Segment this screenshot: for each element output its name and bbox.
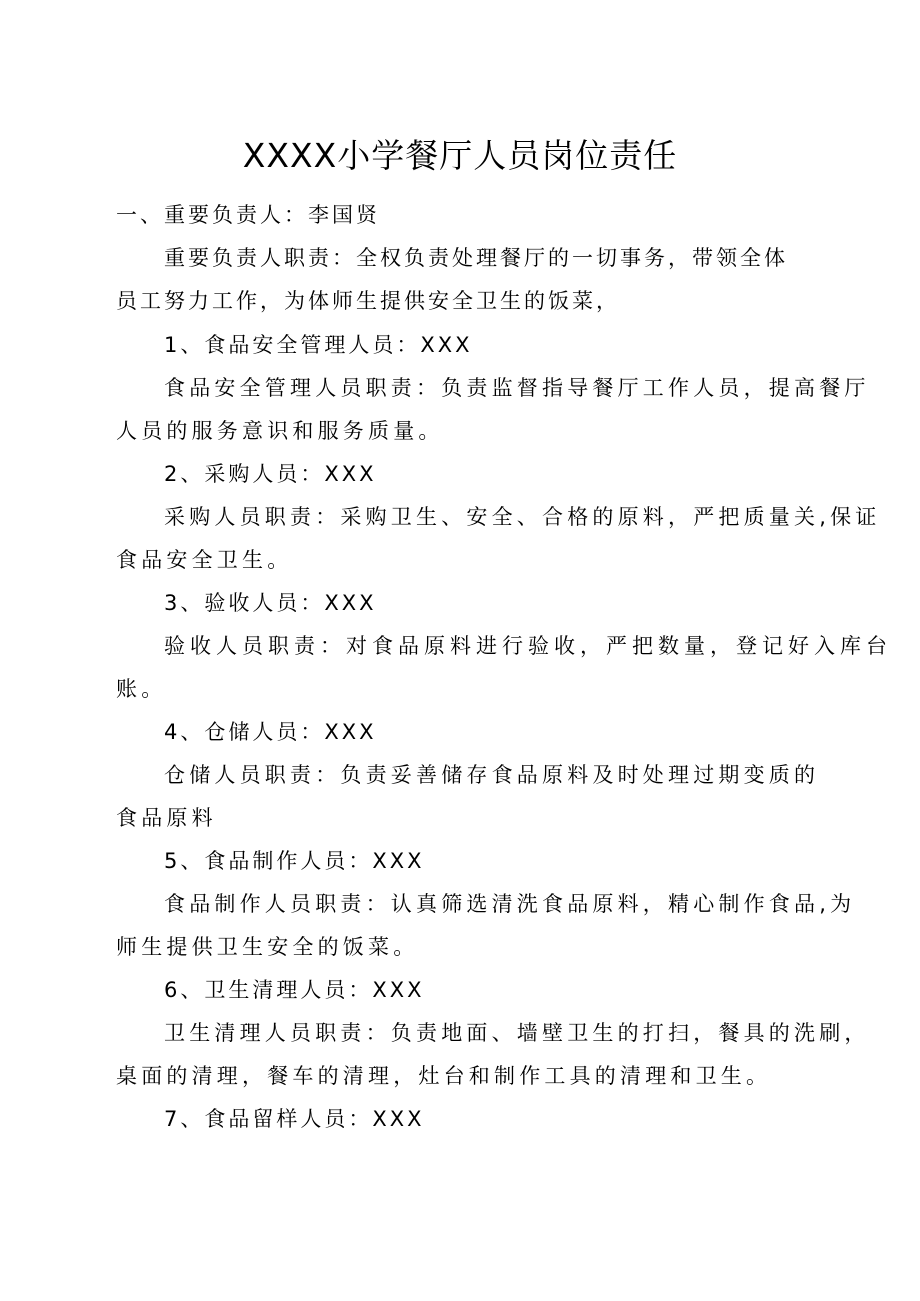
item-heading-food-safety: 1、食品安全管理人员：XXX <box>164 333 473 357</box>
paragraph-storage-duty-line-2: 食品原料 <box>116 806 217 830</box>
paragraph-sanitation-duty-line-2: 桌面的清理，餐车的清理，灶台和制作工具的清理和卫生。 <box>116 1064 772 1088</box>
paragraph-food-safety-duty-line-1: 食品安全管理人员职责：负责监督指导餐厅工作人员，提高餐厅 <box>164 376 870 400</box>
item-heading-purchasing: 2、采购人员：XXX <box>164 462 377 486</box>
section-heading-main-responsible: 一、重要负责人：李国贤 <box>116 203 380 227</box>
item-heading-food-production: 5、食品制作人员：XXX <box>164 849 425 873</box>
paragraph-main-duty-line-1: 重要负责人职责：全权负责处理餐厅的一切事务，带领全体 <box>164 246 788 270</box>
paragraph-food-production-duty-line-2: 师生提供卫生安全的饭菜。 <box>116 935 419 959</box>
paragraph-main-duty-line-2: 员工努力工作，为体师生提供安全卫生的饭菜， <box>116 289 620 313</box>
paragraph-food-safety-duty-line-2: 人员的服务意识和服务质量。 <box>116 419 444 443</box>
paragraph-storage-duty-line-1: 仓储人员职责：负责妥善储存食品原料及时处理过期变质的 <box>164 763 820 787</box>
item-heading-sanitation: 6、卫生清理人员：XXX <box>164 978 425 1002</box>
document-title: XXXX小学餐厅人员岗位责任 <box>242 136 678 175</box>
item-heading-food-sampling: 7、食品留样人员：XXX <box>164 1107 425 1131</box>
item-heading-storage: 4、仓储人员：XXX <box>164 720 377 744</box>
paragraph-acceptance-duty-line-1: 验收人员职责：对食品原料进行验收，严把数量，登记好入库台 <box>164 634 892 658</box>
paragraph-acceptance-duty-line-2: 账。 <box>116 677 167 701</box>
paragraph-food-production-duty-line-1: 食品制作人员职责：认真筛选清洗食品原料，精心制作食品,为 <box>164 892 856 916</box>
paragraph-purchasing-duty-line-1: 采购人员职责：采购卫生、安全、合格的原料，严把质量关,保证 <box>164 505 881 529</box>
paragraph-sanitation-duty-line-1: 卫生清理人员职责：负责地面、墙壁卫生的打扫，餐具的洗刷， <box>164 1021 870 1045</box>
paragraph-purchasing-duty-line-2: 食品安全卫生。 <box>116 548 293 572</box>
item-heading-acceptance: 3、验收人员：XXX <box>164 591 377 615</box>
